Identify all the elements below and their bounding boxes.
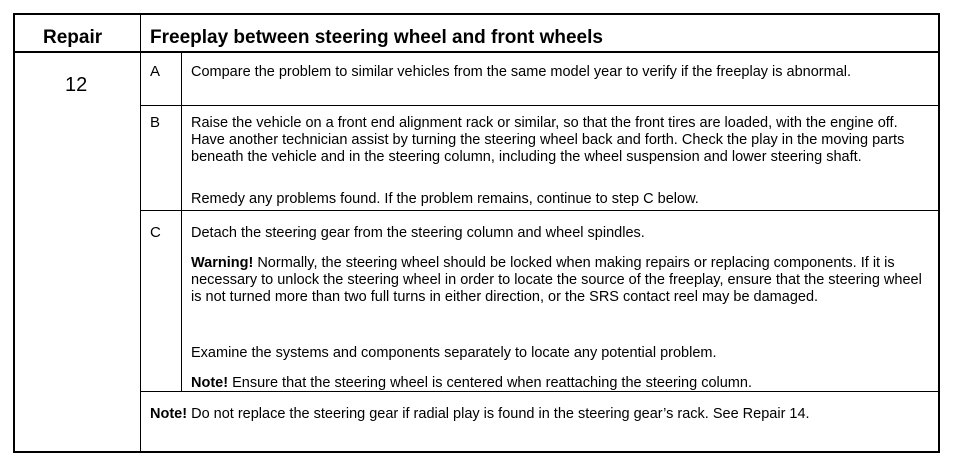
letter-column-divider [181, 52, 182, 392]
page-title: Freeplay between steering wheel and front wheels [150, 27, 603, 48]
repair-column-divider [140, 13, 141, 453]
repair-column-header: Repair [43, 27, 103, 48]
step-c-text: Detach the steering gear from the steering column and wheel spindles. [191, 225, 645, 241]
footer-note-label: Note! [150, 406, 188, 422]
footer-note-text: Do not replace the steering gear if radial play is found in the steering gear’s rack. See Repair 14. [187, 406, 810, 422]
step-c-examine-text: Examine the systems and components separately to locate any potential problem. [191, 345, 717, 361]
step-b-remedy-text: Remedy any problems found. If the problem remains, continue to step C below. [191, 191, 699, 207]
note-text: Ensure that the steering wheel is centered when reattaching the steering column. [228, 375, 752, 391]
step-b-divider [141, 210, 940, 211]
step-letter-b: B [150, 114, 161, 131]
step-a-text: Compare the problem to similar vehicles from the same model year to verify if the freeplay is abnormal. [191, 64, 852, 80]
warning-text: Normally, the steering wheel should be locked when making repairs or replacing components. If it is necessary to unlock the steering wheel in order to locate the source of the freeplay, ensure that the steering wheel is not turned more than two full turns in either direction, or the SRS contact reel may be damaged. [191, 255, 922, 305]
step-c-warning [191, 255, 931, 306]
step-letter-c: C [150, 224, 161, 241]
step-b-text: Raise the vehicle on a front end alignment rack or similar, so that the front tires are loaded, with the engine off. Have another technician assist by turning the steering wheel back and forth. Check the play in the moving parts beneath the vehicle and in the steering column, including the wheel suspension and lower steering shaft. [191, 115, 905, 165]
step-c-note [191, 375, 931, 392]
step-letter-a: A [150, 63, 161, 80]
header-divider [13, 51, 940, 53]
note-label: Note! [191, 375, 229, 391]
warning-label: Warning! [191, 255, 254, 271]
repair-number: 12 [65, 74, 88, 96]
footer-note [150, 406, 935, 423]
step-a-divider [141, 105, 940, 106]
